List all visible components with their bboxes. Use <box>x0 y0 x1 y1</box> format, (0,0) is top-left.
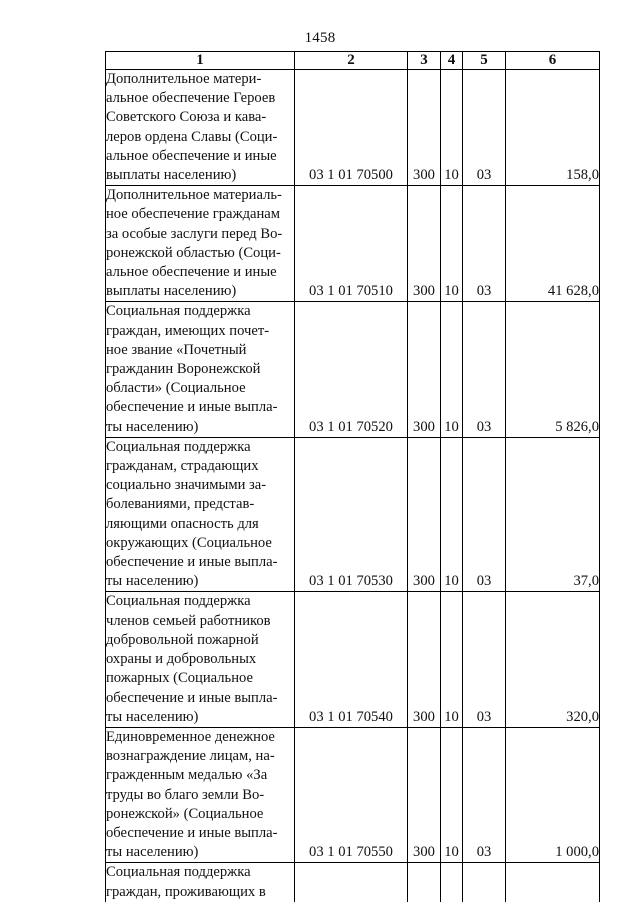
row-amount: 5 826,0 <box>506 302 600 437</box>
row-code: 03 1 01 70540 <box>295 592 408 727</box>
row-name: Единовременное денежное вознаграждение лицам, на- гражденным медалью «За труды во благо земли Во- ронежской» (Социальное обеспечение и иные выпла- ты населению) <box>106 727 295 862</box>
row-section: 10 <box>441 70 463 186</box>
col-header-6: 6 <box>506 52 600 70</box>
row-amount: 41 628,0 <box>506 186 600 302</box>
row-amount <box>506 863 600 902</box>
row-subsection: 03 <box>463 727 506 862</box>
table-row <box>106 186 600 302</box>
table-row <box>106 592 600 727</box>
row-subsection: 03 <box>463 592 506 727</box>
row-name: Социальная поддержка гражданам, страдающих социально значимыми за- болеваниями, представ- ляющими опасность для окружающих (Социальное обеспечение и иные выпла- ты населению) <box>106 437 295 592</box>
table-row <box>106 70 600 186</box>
col-header-3: 3 <box>408 52 441 70</box>
row-name: Дополнительное матери- альное обеспечение Героев Советского Союза и кава- леров ордена Славы (Соци- альное обеспечение и иные выплаты населению) <box>106 70 295 186</box>
row-code <box>295 863 408 902</box>
row-expense-type: 300 <box>408 592 441 727</box>
page-number: 1458 <box>304 30 336 46</box>
row-expense-type: 300 <box>408 70 441 186</box>
row-section: 10 <box>441 302 463 437</box>
row-section <box>441 863 463 902</box>
header-row <box>106 52 600 70</box>
row-section: 10 <box>441 727 463 862</box>
row-expense-type: 300 <box>408 727 441 862</box>
table-row <box>106 437 600 592</box>
row-section: 10 <box>441 592 463 727</box>
row-section: 10 <box>441 437 463 592</box>
row-amount: 320,0 <box>506 592 600 727</box>
row-subsection <box>463 863 506 902</box>
row-expense-type: 300 <box>408 186 441 302</box>
budget-table <box>105 51 600 902</box>
row-code: 03 1 01 70500 <box>295 70 408 186</box>
row-code: 03 1 01 70550 <box>295 727 408 862</box>
row-code: 03 1 01 70530 <box>295 437 408 592</box>
col-header-1: 1 <box>106 52 295 70</box>
col-header-2: 2 <box>295 52 408 70</box>
row-name: Социальная поддержка граждан, имеющих почет- ное звание «Почетный гражданин Воронежской области» (Социальное обеспечение и иные выпла- ты населению) <box>106 302 295 437</box>
table-row <box>106 863 600 902</box>
row-subsection: 03 <box>463 70 506 186</box>
col-header-5: 5 <box>463 52 506 70</box>
row-amount: 1 000,0 <box>506 727 600 862</box>
row-subsection: 03 <box>463 437 506 592</box>
row-amount: 158,0 <box>506 70 600 186</box>
row-expense-type: 300 <box>408 302 441 437</box>
row-name: Социальная поддержка членов семьей работников добровольной пожарной охраны и добровольных пожарных (Социальное обеспечение и иные выпла- ты населению) <box>106 592 295 727</box>
row-subsection: 03 <box>463 302 506 437</box>
row-expense-type: 300 <box>408 437 441 592</box>
table-row <box>106 302 600 437</box>
row-code: 03 1 01 70520 <box>295 302 408 437</box>
table-row <box>106 727 600 862</box>
row-subsection: 03 <box>463 186 506 302</box>
row-name: Социальная поддержка граждан, проживающих в <box>106 863 295 902</box>
row-section: 10 <box>441 186 463 302</box>
row-amount: 37,0 <box>506 437 600 592</box>
row-code: 03 1 01 70510 <box>295 186 408 302</box>
col-header-4: 4 <box>441 52 463 70</box>
row-expense-type <box>408 863 441 902</box>
row-name: Дополнительное материаль- ное обеспечение гражданам за особые заслуги перед Во- ронежской областью (Соци- альное обеспечение и иные выплаты населению) <box>106 186 295 302</box>
